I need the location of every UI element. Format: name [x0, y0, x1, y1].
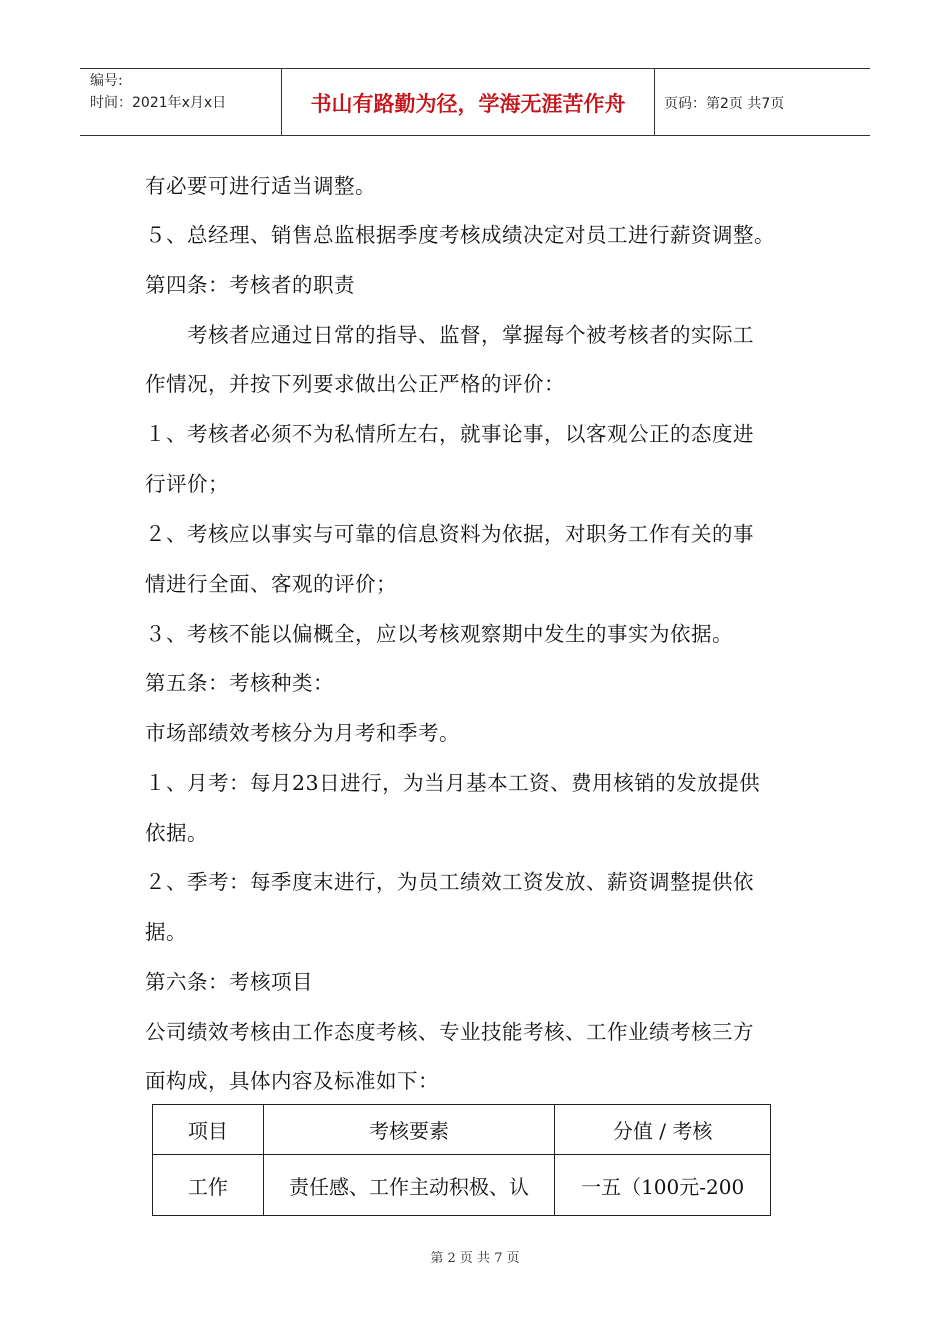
body-line: ２、季考：每季度末进行，为员工绩效工资发放、薪资调整提供依 — [145, 870, 754, 894]
table-header-cell: 分值 / 考核 — [555, 1105, 771, 1155]
body-line: 依据。 — [145, 821, 208, 845]
body-line: 作情况，并按下列要求做出公正严格的评价： — [145, 372, 565, 396]
table-row — [153, 1155, 771, 1216]
table-header-cell: 项目 — [153, 1105, 264, 1155]
header-top-rule — [80, 68, 870, 69]
body-line: 行评价； — [145, 472, 229, 496]
table-cell: 一五（100元-200 — [555, 1155, 771, 1216]
article-heading: 第六条：考核项目 — [145, 970, 313, 994]
header-number-label: 编号: — [90, 73, 123, 89]
table-header-row — [153, 1105, 771, 1155]
body-line: １、考核者必须不为私情所左右，就事论事，以客观公正的态度进 — [145, 422, 754, 446]
body-line: 考核者应通过日常的指导、监督，掌握每个被考核者的实际工 — [145, 323, 754, 347]
header-motto: 书山有路勤为径，学海无涯苦作舟 — [310, 92, 626, 116]
body-line: ５、总经理、销售总监根据季度考核成绩决定对员工进行薪资调整。 — [145, 223, 775, 247]
page-footer: 第 2 页 共 7 页 — [430, 1251, 520, 1266]
article-heading: 第四条：考核者的职责 — [145, 273, 355, 297]
body-line: 情进行全面、客观的评价； — [145, 572, 397, 596]
header-meta — [90, 70, 226, 114]
body-line: 有必要可进行适当调整。 — [145, 174, 376, 198]
body-line: 市场部绩效考核分为月考和季考。 — [145, 721, 460, 745]
header-divider-right — [654, 68, 655, 136]
table-header-cell: 考核要素 — [263, 1105, 554, 1155]
article-heading: 第五条：考核种类： — [145, 671, 334, 695]
table-cell: 责任感、工作主动积极、认 — [263, 1155, 554, 1216]
body-line: 面构成，具体内容及标准如下： — [145, 1069, 439, 1093]
header-page-code: 页码：第2页 共7页 — [664, 96, 785, 112]
header-bottom-rule — [80, 135, 870, 136]
body-line: 据。 — [145, 920, 187, 944]
body-line: １、月考：每月23日进行，为当月基本工资、费用核销的发放提供 — [145, 771, 761, 795]
table-cell: 工作 — [153, 1155, 264, 1216]
assessment-table — [152, 1104, 771, 1216]
header-time-label: 时间：2021年x月x日 — [90, 95, 227, 111]
body-line: ２、考核应以事实与可靠的信息资料为依据，对职务工作有关的事 — [145, 522, 754, 546]
body-line: 公司绩效考核由工作态度考核、专业技能考核、工作业绩考核三方 — [145, 1020, 754, 1044]
body-line: ３、考核不能以偏概全，应以考核观察期中发生的事实为依据。 — [145, 622, 733, 646]
